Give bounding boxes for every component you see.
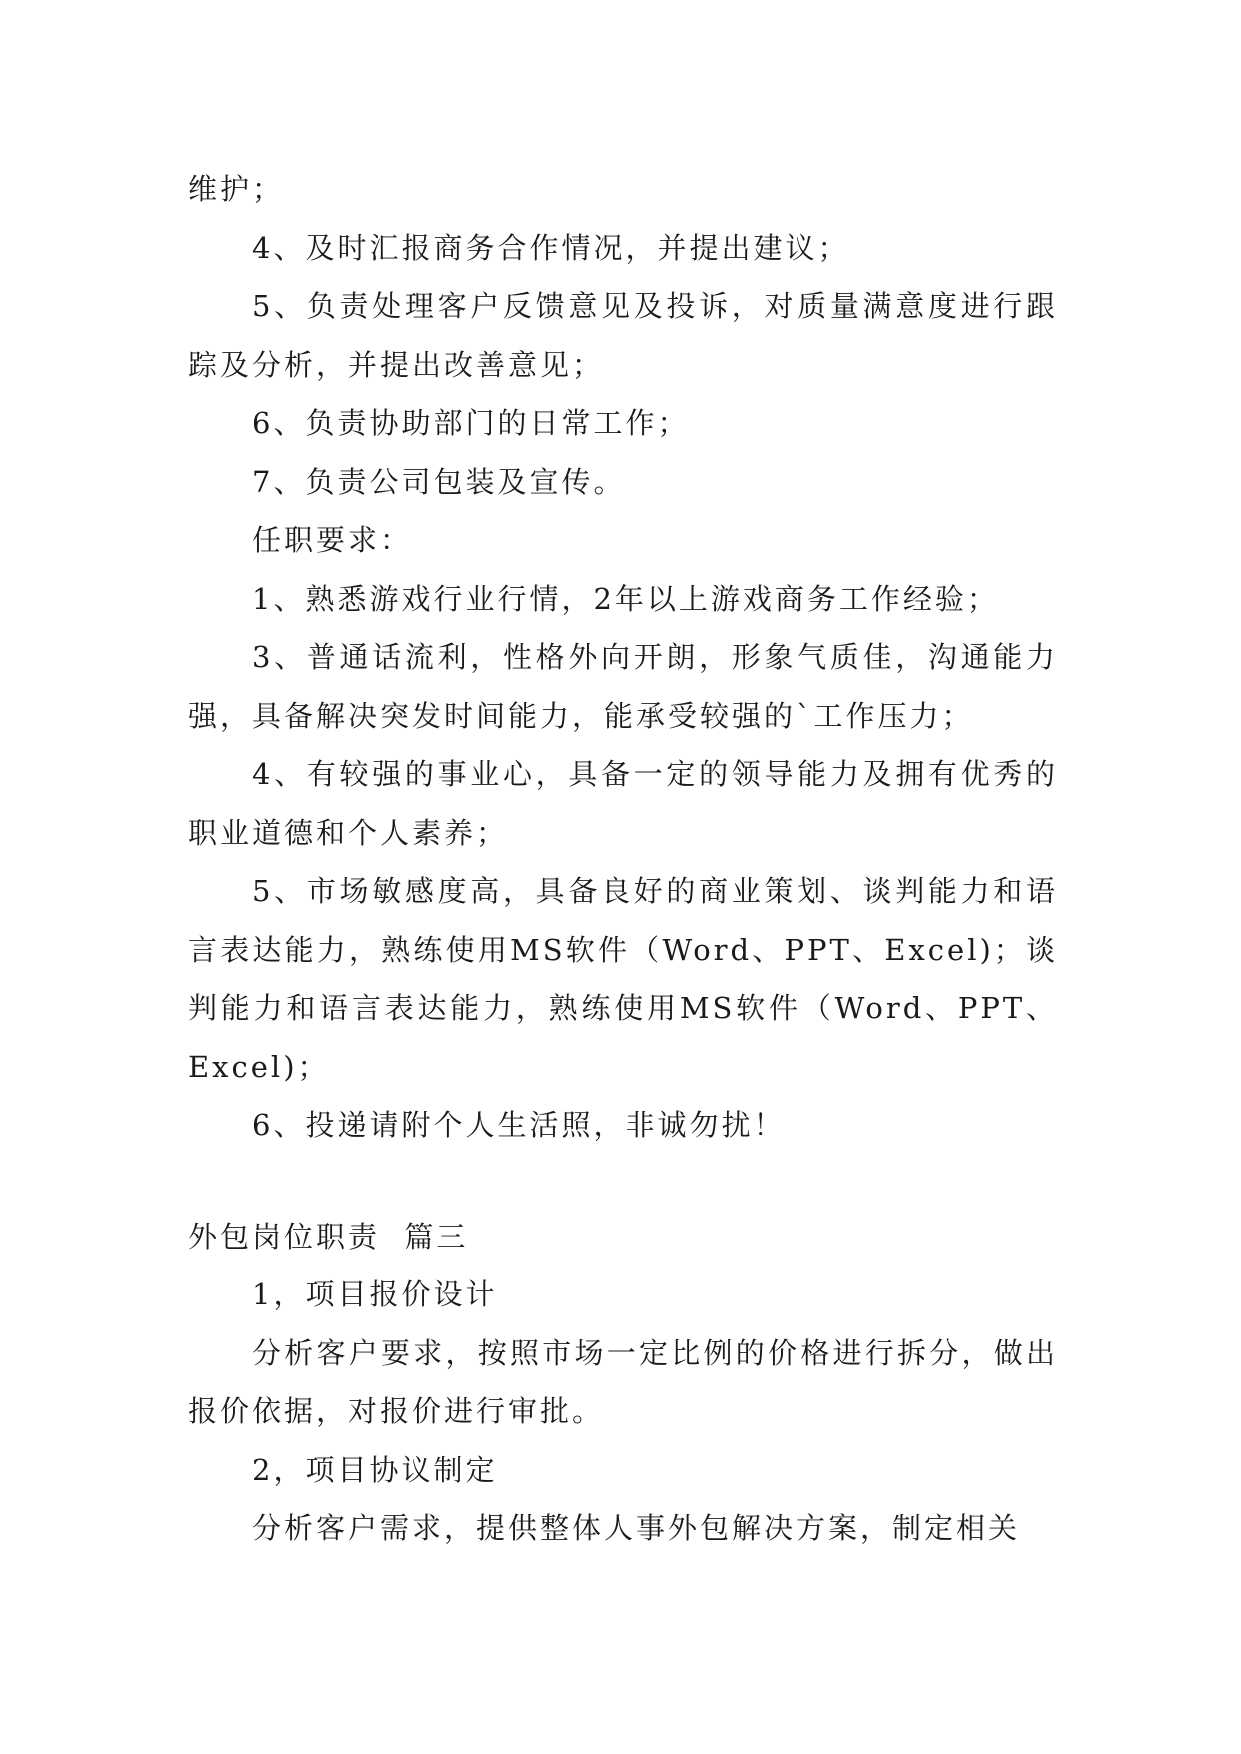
paragraph: 4、有较强的事业心，具备一定的领导能力及拥有优秀的职业道德和个人素养；	[188, 757, 1058, 850]
paragraph: 4、及时汇报商务合作情况，并提出建议；	[252, 230, 850, 265]
paragraph: 分析客户需求，提供整体人事外包解决方案，制定相关	[252, 1511, 1021, 1545]
paragraph: 7、负责公司包装及宣传。	[252, 464, 626, 499]
paragraph: 任职要求：	[252, 523, 413, 557]
paragraph: 1，项目报价设计	[252, 1277, 498, 1311]
paragraph: 3、普通话流利，性格外向开朗，形象气质佳，沟通能力强，具备解决突发时间能力，能承受较强的`工作压力；	[188, 640, 1058, 733]
paragraph: 2，项目协议制定	[252, 1452, 498, 1487]
document-body-section-1	[188, 160, 1058, 1155]
paragraph: 6、负责协助部门的日常工作；	[252, 406, 690, 440]
paragraph: 6、投递请附个人生活照，非诚勿扰！	[252, 1108, 786, 1142]
section-heading: 外包岗位职责 篇三	[188, 1220, 469, 1254]
document-body-section-2	[188, 1265, 1058, 1558]
paragraph: 分析客户要求，按照市场一定比例的价格进行拆分，做出报价依据，对报价进行审批。	[188, 1335, 1058, 1428]
paragraph: 1、熟悉游戏行业行情，2年以上游戏商务工作经验；	[252, 581, 999, 616]
paragraph: 5、市场敏感度高，具备良好的商业策划、谈判能力和语言表达能力，熟练使用MS软件（Word、PPT、Excel)；谈判能力和语言表达能力，熟练使用MS软件（Word、PPT、Excel)；	[188, 874, 1058, 1084]
paragraph: 维护；	[188, 172, 285, 206]
paragraph: 5、负责处理客户反馈意见及投诉，对质量满意度进行跟踪及分析，并提出改善意见；	[188, 289, 1058, 382]
